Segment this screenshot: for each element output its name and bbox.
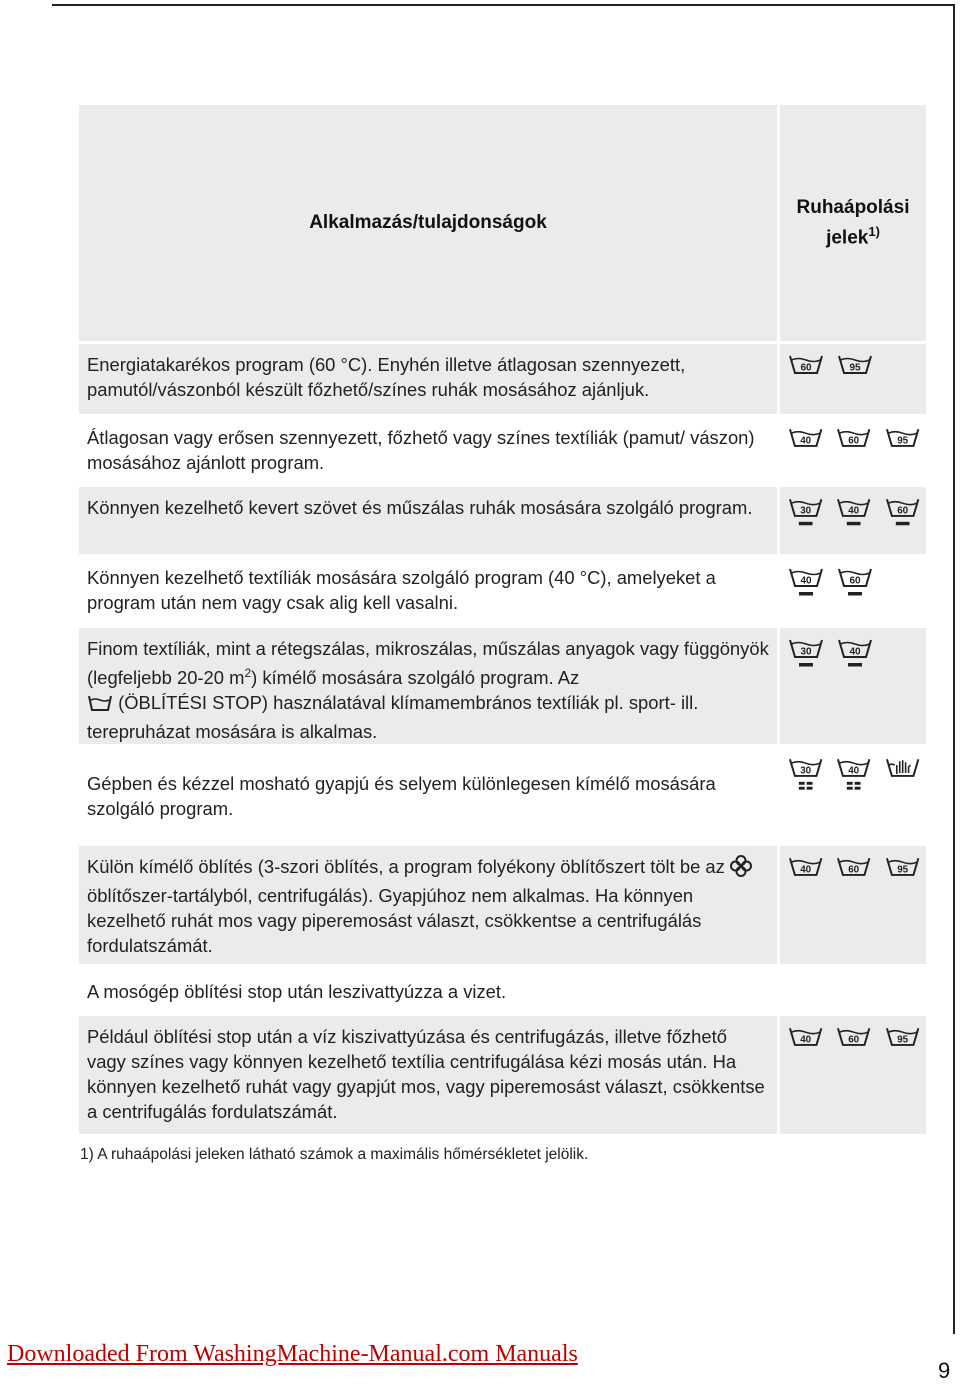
wash-60-gentle-icon (837, 565, 873, 601)
row-description: Átlagosan vagy erősen szennyezett, főzhető vagy színes textíliák (pamut/ vászon) mosásához ajánlott program. (87, 427, 755, 473)
wash-40-icon (788, 425, 823, 461)
wash-40-wool-icon (836, 755, 871, 791)
wash-60-icon (836, 425, 871, 461)
download-link[interactable]: Downloaded From WashingMachine-Manual.com Manuals (7, 1341, 578, 1367)
row-description: Finom textíliák, mint a rétegszálas, mikroszálas, műszálas anyagok vagy függönyök (legfeljebb 20-20 $m^2$) kímélő mosására szolgáló program. Az (ÖBLÍTÉSI STOP) használatával klímamembrános textíliák pl. sport- ill. terepruházat mosására is alkalmas. (87, 638, 769, 743)
wash-40-gentle-icon (788, 565, 824, 601)
svg-text:40: 40 (848, 505, 860, 517)
care-symbols (788, 1024, 920, 1060)
right-rule (953, 4, 955, 1334)
header-care-symbols (780, 105, 926, 341)
top-rule (52, 4, 955, 6)
svg-text:60: 60 (848, 1034, 860, 1046)
row-description: Külön kímélő öblítés (3-szori öblítés, a program folyékony öblítőszert tölt be az öblítőszer-tartályból, centrifugálás). Gyapjúhoz nem alkalmas. Ha könnyen kezelhető ruhát mos vagy piperemosást választ, csökkentse a centrifugálás fordulatszámát. (87, 854, 769, 958)
svg-text:40: 40 (800, 1034, 812, 1046)
care-symbols (788, 425, 920, 461)
table-row (79, 344, 926, 414)
header-care-label-line1: Ruhaápolási (796, 196, 910, 218)
table-row (79, 967, 926, 1013)
svg-text:60: 60 (848, 435, 860, 447)
svg-text:60: 60 (800, 362, 812, 374)
row-description: Gépben és kézzel mosható gyapjú és selyem különlegesen kímélő mosására szolgáló program. (87, 773, 716, 819)
svg-text:60: 60 (849, 575, 861, 587)
hand-wash-icon (885, 755, 920, 791)
care-symbols (788, 854, 920, 890)
svg-text:95: 95 (896, 435, 908, 447)
header-applications (79, 105, 777, 341)
row-description: A mosógép öblítési stop után leszivattyúzza a vizet. (87, 981, 507, 1002)
header-applications-label: Alkalmazás/tulajdonságok (309, 212, 547, 233)
page-number: 9 (938, 1358, 951, 1383)
table-row (79, 1016, 926, 1134)
table-row (79, 487, 926, 554)
svg-text:30: 30 (800, 505, 812, 517)
wash-60-gentle-icon (885, 495, 920, 531)
wash-40-icon (788, 1024, 823, 1060)
svg-text:40: 40 (848, 765, 860, 777)
svg-text:60: 60 (896, 505, 908, 517)
svg-text:40: 40 (800, 575, 812, 587)
rinse-stop-icon (87, 693, 113, 719)
svg-text:40: 40 (800, 435, 812, 447)
header-footnote-ref: 1) (868, 223, 880, 239)
svg-text:95: 95 (896, 1034, 908, 1046)
care-symbols (788, 495, 920, 531)
row-description: Könnyen kezelhető textíliák mosására szolgáló program (40 °C), amelyeket a program után nem vagy csak alig kell vasalni. (87, 567, 716, 613)
table-row (79, 846, 926, 964)
header-care-label-line2: jelek (826, 227, 869, 249)
table-row (79, 628, 926, 744)
footnote: 1) A ruhaápolási jeleken látható számok a maximális hőmérsékletet jelölik. (80, 1146, 589, 1163)
wash-40-gentle-icon (836, 495, 871, 531)
wash-95-icon (837, 352, 873, 388)
svg-text:95: 95 (849, 362, 861, 374)
wash-30-wool-icon (788, 755, 823, 791)
wash-40-icon (788, 854, 823, 890)
svg-text:30: 30 (800, 646, 812, 658)
wash-60-icon (836, 854, 871, 890)
row-description: Például öblítési stop után a víz kiszivattyúzása és centrifugázás, illetve főzhető vagy színes vagy könnyen kezelhető textília centrifugálása kézi mosás után. Ha könnyen kezelhető ruhát vagy gyapjút mos, vagy piperemosást választ, csökkentse a centrifugálás fordulatszámát. (87, 1026, 765, 1122)
table-row (79, 417, 926, 485)
wash-60-icon (836, 1024, 871, 1060)
wash-30-gentle-icon (788, 495, 823, 531)
care-symbols (788, 565, 920, 601)
wash-95-icon (885, 1024, 920, 1060)
row-description: Könnyen kezelhető kevert szövet és műszálas ruhák mosására szolgáló program. (87, 497, 753, 518)
fabric-softener-icon (730, 855, 752, 883)
svg-text:60: 60 (848, 864, 860, 876)
care-symbols (788, 755, 920, 791)
svg-text:30: 30 (800, 765, 812, 777)
table-row (79, 747, 926, 843)
wash-40-gentle-icon (837, 636, 873, 672)
svg-text:40: 40 (800, 864, 812, 876)
svg-text:40: 40 (849, 646, 861, 658)
care-symbols (788, 352, 920, 388)
wash-95-icon (885, 854, 920, 890)
wash-95-icon (885, 425, 920, 461)
table-row (79, 557, 926, 625)
wash-30-gentle-icon (788, 636, 824, 672)
care-symbols (788, 636, 920, 672)
row-description: Energiatakarékos program (60 °C). Enyhén illetve átlagosan szennyezett, pamutól/vászonból készült főzhető/színes ruhák mosásához ajánljuk. (87, 354, 686, 400)
svg-text:95: 95 (896, 864, 908, 876)
wash-60-icon (788, 352, 824, 388)
